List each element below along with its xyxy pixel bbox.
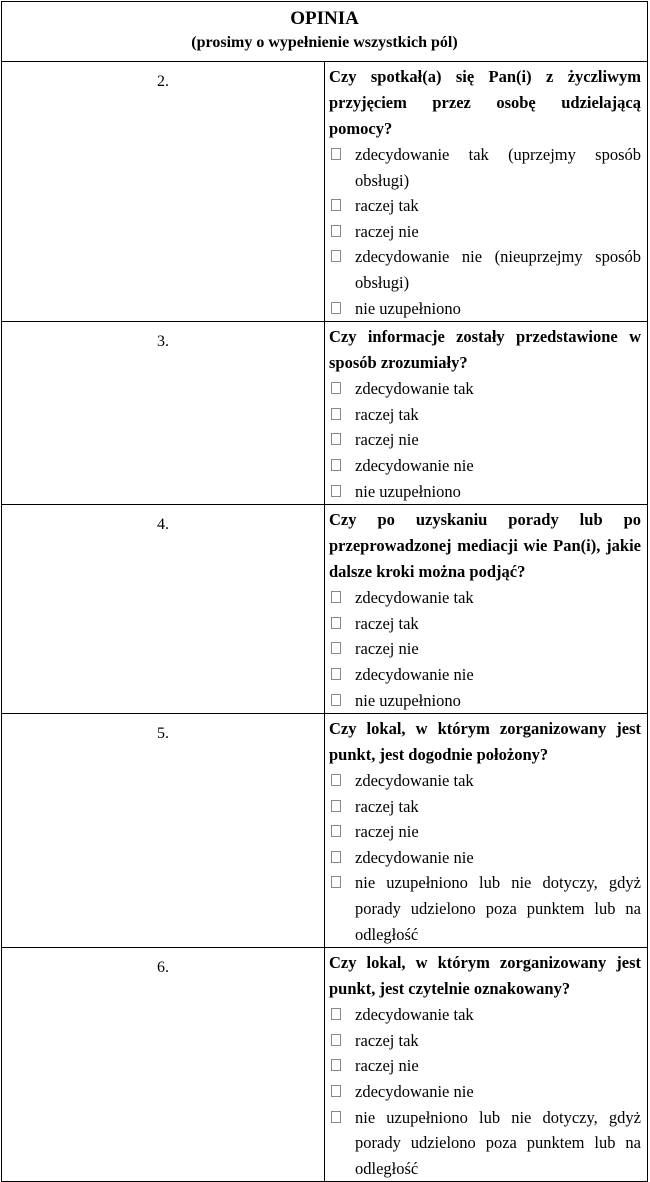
answer-option-label: zdecydowanie nie [355, 847, 474, 867]
checkbox-icon[interactable] [331, 851, 341, 863]
question-cell [325, 714, 648, 948]
answer-option-label: zdecydowanie nie [355, 455, 474, 475]
checkbox-icon[interactable] [331, 1111, 341, 1123]
answer-option-label: nie uzupełniono lub nie dotyczy, gdyż porady udzielono poza punktem lub na odległość [355, 873, 641, 944]
question-cell [325, 322, 648, 505]
answer-option-label: raczej tak [355, 1030, 419, 1050]
checkbox-icon[interactable] [331, 225, 341, 237]
answer-option[interactable] [329, 453, 641, 479]
answer-options [329, 585, 641, 713]
answer-option-label: zdecydowanie nie [355, 664, 474, 684]
question-row [2, 948, 648, 1182]
answer-options [329, 376, 641, 504]
question-number: 2. [2, 62, 325, 322]
question-row [2, 505, 648, 714]
question-number: 6. [2, 948, 325, 1182]
checkbox-icon[interactable] [331, 876, 341, 888]
answer-option[interactable] [329, 376, 641, 402]
checkbox-icon[interactable] [331, 591, 341, 603]
answer-option[interactable] [329, 1053, 641, 1079]
answer-option-label: zdecydowanie tak (uprzejmy sposób obsługi) [355, 145, 641, 190]
answer-option[interactable] [329, 1105, 641, 1182]
opinion-table [1, 1, 648, 1182]
answer-option[interactable] [329, 794, 641, 820]
checkbox-icon[interactable] [331, 825, 341, 837]
answer-option-label: zdecydowanie nie [355, 1082, 474, 1102]
answer-options [329, 768, 641, 947]
question-cell [325, 505, 648, 714]
answer-option-label: nie uzupełniono [355, 481, 461, 501]
answer-option[interactable] [329, 142, 641, 193]
answer-option[interactable] [329, 244, 641, 295]
answer-option[interactable] [329, 662, 641, 688]
answer-option-label: zdecydowanie tak [355, 588, 474, 608]
answer-option-label: zdecydowanie nie (nieuprzejmy sposób obsługi) [355, 247, 641, 292]
answer-option[interactable] [329, 611, 641, 637]
answer-option-label: nie uzupełniono [355, 690, 461, 710]
answer-option-label: raczej tak [355, 796, 419, 816]
answer-option[interactable] [329, 402, 641, 428]
question-number: 5. [2, 714, 325, 948]
answer-option-label: raczej nie [355, 639, 419, 659]
answer-option-label: raczej tak [355, 196, 419, 216]
question-number: 4. [2, 505, 325, 714]
answer-option-label: raczej tak [355, 404, 419, 424]
question-cell [325, 62, 648, 322]
checkbox-icon[interactable] [331, 382, 341, 394]
answer-option-label: nie uzupełniono lub nie dotyczy, gdyż porady udzielono poza punktem lub na odległość [355, 1107, 641, 1178]
checkbox-icon[interactable] [331, 1008, 341, 1020]
checkbox-icon[interactable] [331, 250, 341, 262]
checkbox-icon[interactable] [331, 485, 341, 497]
answer-options [329, 1002, 641, 1181]
form-subtitle: (prosimy o wypełnienie wszystkich pól) [191, 34, 458, 51]
answer-option-label: raczej tak [355, 613, 419, 633]
answer-option[interactable] [329, 219, 641, 245]
answer-option[interactable] [329, 819, 641, 845]
question-text: Czy spotkał(a) się Pan(i) z życzliwym przyjęciem przez osobę udzielającą pomocy? [329, 67, 641, 138]
answer-option[interactable] [329, 1002, 641, 1028]
answer-option-label: raczej nie [355, 822, 419, 842]
checkbox-icon[interactable] [331, 1034, 341, 1046]
question-text: Czy lokal, w którym zorganizowany jest punkt, jest czytelnie oznakowany? [329, 953, 641, 999]
question-row [2, 714, 648, 948]
checkbox-icon[interactable] [331, 774, 341, 786]
answer-option[interactable] [329, 479, 641, 505]
answer-option-label: raczej nie [355, 221, 419, 241]
answer-option[interactable] [329, 768, 641, 794]
checkbox-icon[interactable] [331, 148, 341, 160]
question-row [2, 322, 648, 505]
checkbox-icon[interactable] [331, 302, 341, 314]
form-title: OPINIA [290, 8, 359, 29]
answer-option[interactable] [329, 636, 641, 662]
answer-option[interactable] [329, 1028, 641, 1054]
checkbox-icon[interactable] [331, 199, 341, 211]
question-text: Czy po uzyskaniu porady lub po przeprowadzonej mediacji wie Pan(i), jakie dalsze kroki można podjąć? [329, 510, 641, 582]
question-number: 3. [2, 322, 325, 505]
answer-option[interactable] [329, 688, 641, 714]
answer-option[interactable] [329, 193, 641, 219]
checkbox-icon[interactable] [331, 459, 341, 471]
answer-option-label: zdecydowanie tak [355, 1005, 474, 1025]
answer-option-label: nie uzupełniono [355, 298, 461, 318]
checkbox-icon[interactable] [331, 1059, 341, 1071]
checkbox-icon[interactable] [331, 668, 341, 680]
answer-option-label: raczej nie [355, 1056, 419, 1076]
checkbox-icon[interactable] [331, 408, 341, 420]
answer-option[interactable] [329, 1079, 641, 1105]
question-text: Czy lokal, w którym zorganizowany jest punkt, jest dogodnie położony? [329, 719, 641, 765]
checkbox-icon[interactable] [331, 694, 341, 706]
question-text: Czy informacje zostały przedstawione w sposób zrozumiały? [329, 327, 641, 373]
answer-option[interactable] [329, 845, 641, 871]
checkbox-icon[interactable] [331, 1085, 341, 1097]
checkbox-icon[interactable] [331, 433, 341, 445]
answer-option-label: zdecydowanie tak [355, 771, 474, 791]
header-cell [2, 2, 648, 62]
answer-option[interactable] [329, 870, 641, 947]
answer-option[interactable] [329, 427, 641, 453]
questions-body [2, 62, 648, 1182]
checkbox-icon[interactable] [331, 800, 341, 812]
checkbox-icon[interactable] [331, 617, 341, 629]
answer-option-label: zdecydowanie tak [355, 379, 474, 399]
question-row [2, 62, 648, 322]
answer-option[interactable] [329, 585, 641, 611]
checkbox-icon[interactable] [331, 642, 341, 654]
answer-options [329, 142, 641, 321]
question-cell [325, 948, 648, 1182]
opinion-form [1, 1, 648, 1182]
header-row [2, 2, 648, 62]
answer-option[interactable] [329, 296, 641, 322]
answer-option-label: raczej nie [355, 430, 419, 450]
